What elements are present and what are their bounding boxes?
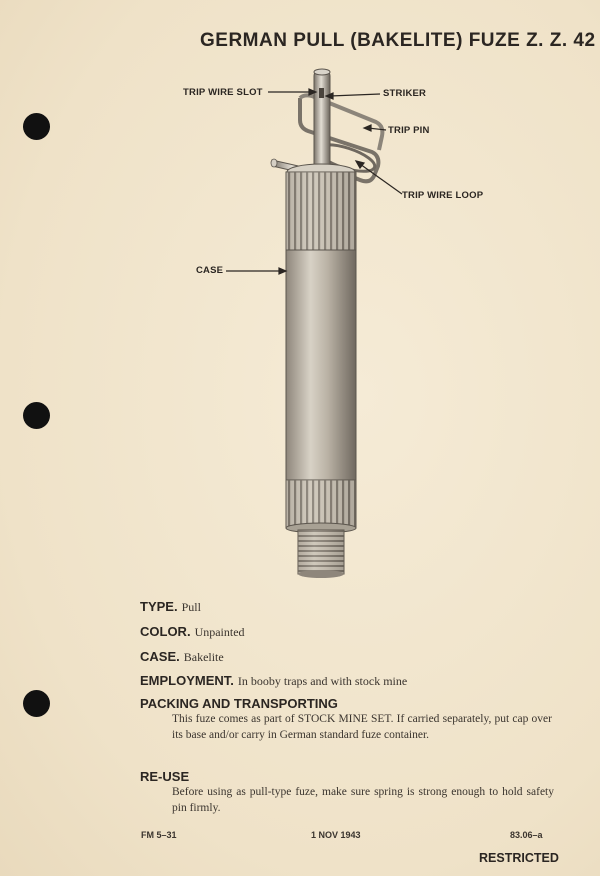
packing-text: This fuze comes as part of STOCK MINE SET. If carried separately, put cap over its base and/or carry in German standard fuze container. — [172, 713, 552, 741]
callout-case: CASE — [196, 265, 224, 276]
page-title: GERMAN PULL (BAKELITE) FUZE Z. Z. 42 — [200, 30, 596, 51]
case — [286, 250, 356, 480]
callout-striker: STRIKER — [383, 88, 427, 99]
reuse-heading: RE-USE — [140, 769, 190, 784]
reuse-text: Before using as pull-type fuze, make sure spring is strong enough to hold safety pin firmly. — [172, 786, 554, 814]
striker — [314, 70, 330, 172]
callout-trip-pin: TRIP PIN — [388, 125, 430, 136]
spec-case — [140, 648, 224, 666]
spec-employment — [140, 672, 407, 690]
spec-color-label: COLOR. — [140, 624, 191, 639]
footer-manual: FM 5–31 — [141, 830, 177, 840]
spec-employment-label: EMPLOYMENT. — [140, 673, 234, 688]
binder-hole-bottom — [23, 690, 50, 717]
spec-employment-value: In booby traps and with stock mine — [237, 674, 408, 688]
spec-color — [140, 623, 245, 641]
spec-color-value: Unpainted — [194, 625, 245, 639]
spec-case-value: Bakelite — [183, 650, 224, 664]
restricted-marking: RESTRICTED — [479, 851, 559, 865]
spec-type-value: Pull — [181, 600, 201, 614]
footer-code: 83.06–a — [510, 830, 543, 840]
footer-date: 1 NOV 1943 — [311, 830, 361, 840]
callout-trip-wire-slot: TRIP WIRE SLOT — [183, 87, 263, 98]
spec-type — [140, 598, 201, 616]
spec-type-label: TYPE. — [140, 599, 178, 614]
spec-case-label: CASE. — [140, 649, 180, 664]
packing-heading: PACKING AND TRANSPORTING — [140, 696, 338, 711]
callout-trip-wire-loop: TRIP WIRE LOOP — [402, 190, 484, 201]
